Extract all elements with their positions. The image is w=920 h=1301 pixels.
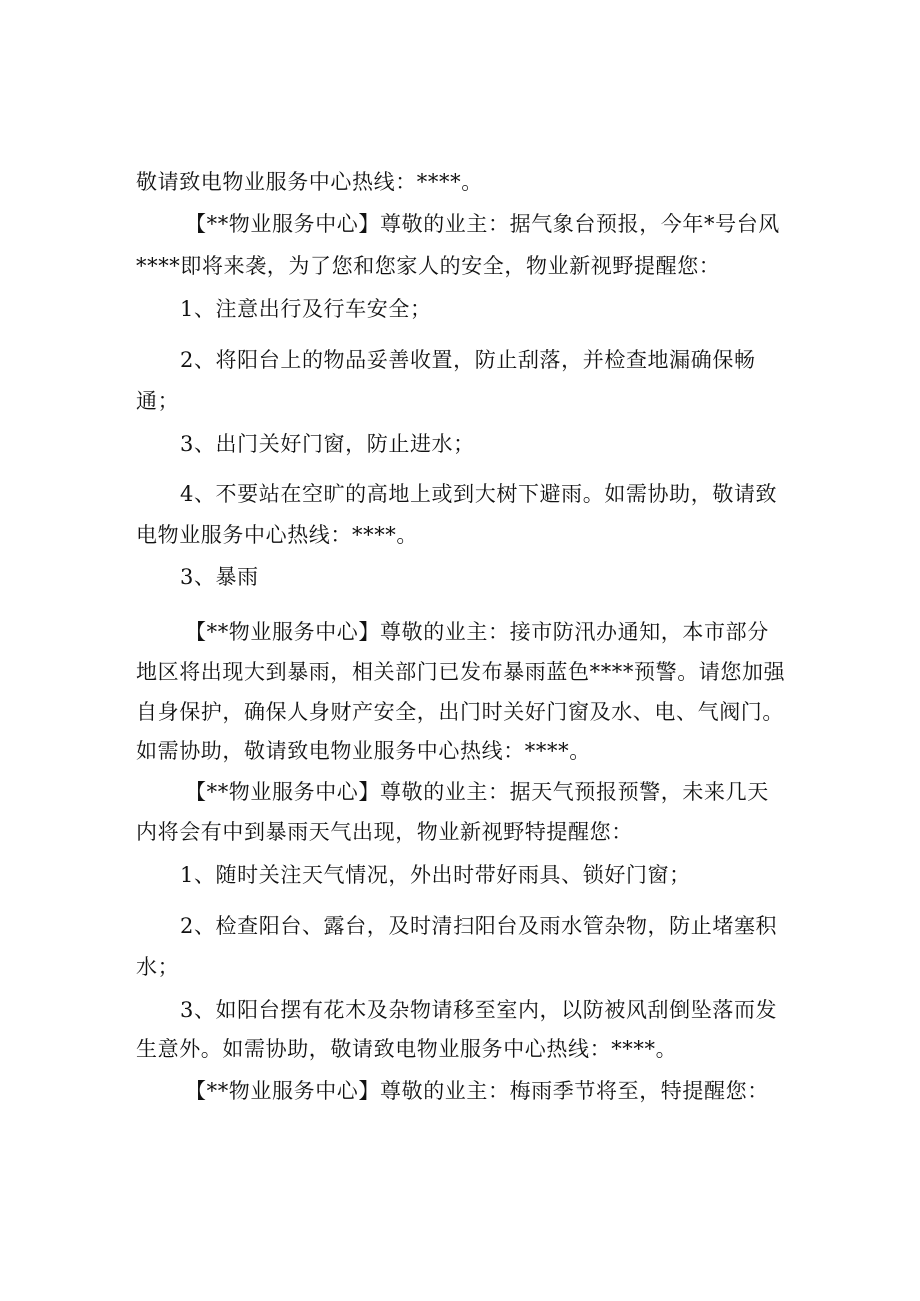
- text-line: 敬请致电物业服务中心热线：****。: [136, 170, 483, 194]
- text-line: 【**物业服务中心】尊敬的业主：据气象台预报，今年*号台风: [185, 212, 780, 236]
- text-line: 水；: [136, 955, 180, 979]
- text-line: 4、不要站在空旷的高地上或到大树下避雨。如需协助，敬请致: [180, 482, 778, 506]
- text-line: 通；: [136, 389, 180, 413]
- text-line: 如需协助，敬请致电物业服务中心热线：****。: [136, 739, 591, 763]
- text-line: 1、随时关注天气情况，外出时带好雨具、锁好门窗；: [180, 863, 691, 887]
- text-line: 【**物业服务中心】尊敬的业主：据天气预报预警，未来几天: [185, 780, 769, 804]
- text-line: 【**物业服务中心】尊敬的业主：梅雨季节将至，特提醒您：: [185, 1079, 769, 1103]
- text-line: ****即将来袭，为了您和您家人的安全，物业新视野提醒您：: [136, 254, 721, 278]
- text-line: 内将会有中到暴雨天气出现，物业新视野特提醒您：: [136, 820, 633, 844]
- text-line: 生意外。如需协助，敬请致电物业服务中心热线：****。: [136, 1037, 678, 1061]
- text-line: 地区将出现大到暴雨，相关部门已发布暴雨蓝色****预警。请您加强: [136, 660, 786, 684]
- text-line: 1、注意出行及行车安全；: [180, 297, 432, 321]
- text-line: 2、将阳台上的物品妥善收置，防止刮落，并检查地漏确保畅: [180, 348, 756, 372]
- text-line: 3、出门关好门窗，防止进水；: [180, 432, 475, 456]
- text-line: 电物业服务中心热线：****。: [136, 523, 418, 547]
- text-line: 3、如阳台摆有花木及杂物请移至室内，以防被风刮倒坠落而发: [180, 998, 778, 1022]
- section-heading: 3、暴雨: [180, 565, 259, 589]
- text-line: 2、检查阳台、露台，及时清扫阳台及雨水管杂物，防止堵塞积: [180, 914, 778, 938]
- text-line: 【**物业服务中心】尊敬的业主：接市防汛办通知，本市部分: [185, 620, 769, 644]
- text-line: 自身保护，确保人身财产安全，出门时关好门窗及水、电、气阀门。: [136, 700, 784, 724]
